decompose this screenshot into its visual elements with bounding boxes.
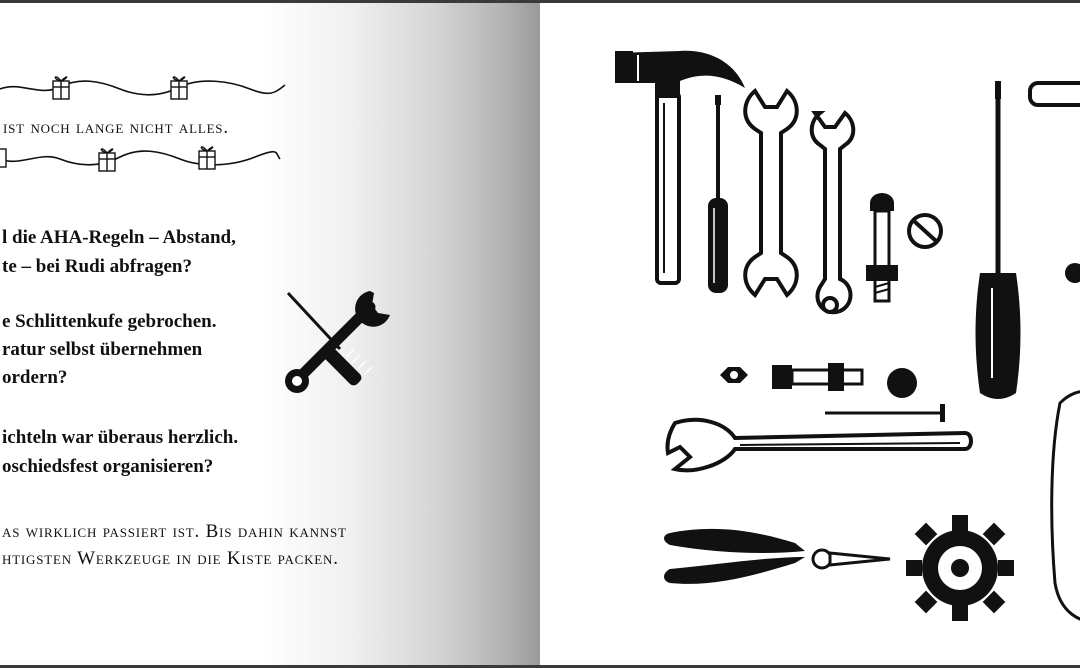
- long-screwdriver-icon: [976, 81, 1021, 399]
- question-2-line-3: ordern?: [2, 367, 68, 388]
- left-page: [0, 3, 540, 665]
- closing-line-2: htigsten Werkzeuge in die Kiste packen.: [2, 548, 339, 569]
- round-part-icon: [1065, 263, 1080, 283]
- question-3-line-1: ichteln war überaus herzlich.: [2, 427, 239, 448]
- ball-icon: [887, 368, 917, 398]
- nail-icon: [825, 404, 945, 422]
- wooden-block-icon: [1052, 391, 1080, 623]
- hex-bolt-icon: [772, 363, 862, 391]
- wrench-screwdriver-icon: [280, 287, 392, 399]
- open-end-wrench-icon: [745, 91, 797, 295]
- question-1-line-2: te – bei Rudi abfragen?: [2, 256, 192, 277]
- gift-garland-icon: [0, 139, 290, 179]
- gift-garland-icon: [0, 69, 290, 109]
- screwdriver-icon: [708, 95, 728, 293]
- question-2-line-1: e Schlittenkufe gebrochen.: [2, 311, 217, 332]
- question-3-line-2: oschiedsfest organisieren?: [2, 456, 214, 477]
- bolt-icon: [866, 193, 898, 301]
- closing-line-1: as wirklich passiert ist. Bis dahin kannst: [2, 521, 347, 542]
- pliers-icon: [664, 529, 890, 584]
- right-page: [540, 3, 1080, 665]
- combination-wrench-icon: [812, 113, 854, 312]
- handle-icon: [1030, 83, 1080, 105]
- gear-icon: [906, 515, 1014, 621]
- book-spread: [0, 3, 1080, 665]
- hand-tools-illustration: [540, 3, 1080, 665]
- intro-line: ist noch lange nicht alles.: [3, 117, 229, 138]
- screw-head-icon: [909, 215, 941, 247]
- question-2-line-2: ratur selbst übernehmen: [2, 339, 203, 360]
- question-1-line-1: l die AHA-Regeln – Abstand,: [2, 227, 236, 248]
- adjustable-wrench-icon: [667, 420, 971, 470]
